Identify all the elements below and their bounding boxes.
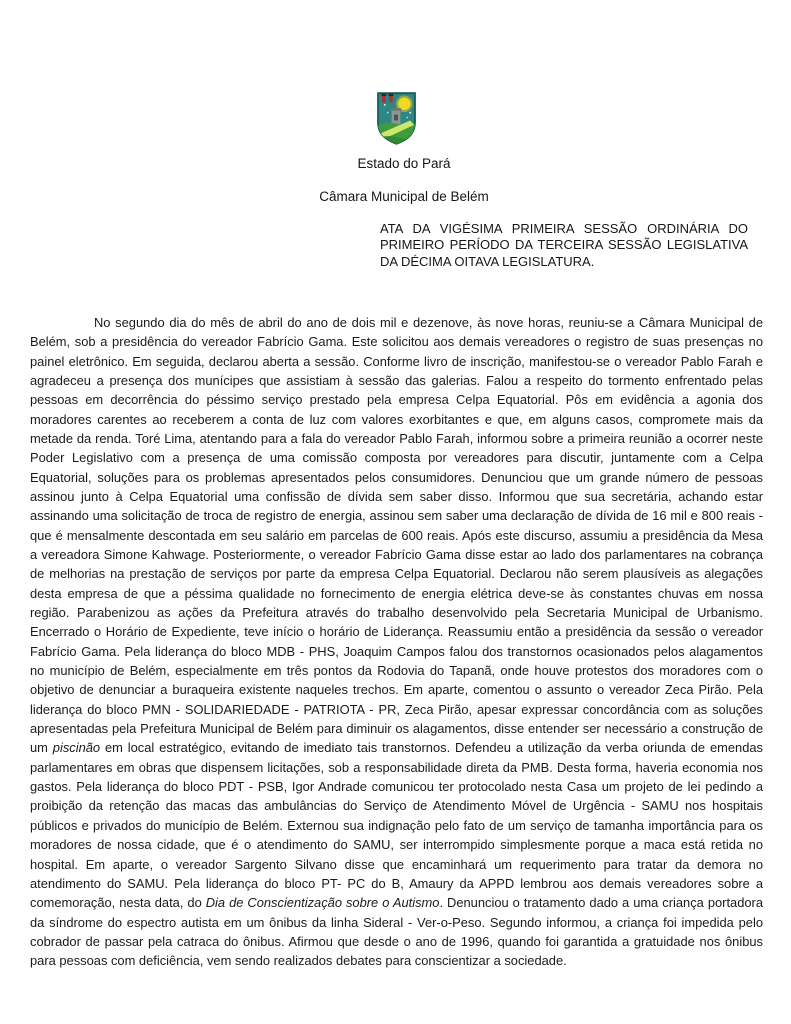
body-paragraph [30, 313, 763, 971]
body-text-segment: No segundo dia do mês de abril do ano de dois mil e dezenove, às nove horas, reuniu-se a Câmara Municipal de Belém, sob a presidência do vereador Fabrício Gama. Este solicitou aos demais vereadores o registro de suas presenças no painel eletrônico. Em seguida, declarou aberta a sessão. Conforme livro de inscrição, manifestou-se o vereador Pablo Farah e agradeceu a presença dos munícipes que assistiam à sessão das galerias. Falou a respeito do tormento enfrentado pelas pessoas em decorrência do péssimo serviço prestado pela empresa Celpa Equatorial. Pôs em evidência a agonia dos moradores carentes ao receberem a conta de luz com valores exorbitantes e que, em alguns casos, compromete mais da metade da renda. Toré Lima, atentando para a fala do vereador Pablo Farah, informou sobre a primeira reunião a ocorrer neste Poder Legislativo com a presença de uma comissão composta por vereadores para discutir, juntamente com a Celpa Equatorial, soluções para os problemas apresentados pelos consumidores. Denunciou que um grande número de pessoas assinou junto à Celpa Equatorial uma confissão de dívida sem saber disso. Informou que sua secretária, achando estar assinando uma solicitação de troca de registro de energia, assinou sem saber uma declaração de dívida de 16 mil e 800 reais - que é mensalmente descontada em seu salário em parcelas de 600 reais. Após este discurso, assumiu a presidência da Mesa a vereadora Simone Kahwage. Posteriormente, o vereador Fabrício Gama disse estar ao lado dos parlamentares na cobrança de melhorias na prestação de serviços por parte da empresa Celpa Equatorial. Declarou não serem plausíveis as alegações desta empresa de que a péssima qualidade no fornecimento de energia elétrica deve-se às constantes chuvas em nossa região. Parabenizou as ações da Prefeitura através do trabalho desenvolvido pela Secretaria Municipal de Urbanismo. Encerrado o Horário de Expediente, teve início o horário de Liderança. Reassumiu então a presidência da sessão o vereador Fabrício Gama. Pela liderança do bloco MDB - PHS, Joaquim Campos falou dos transtornos ocasionados pelos alagamentos no município de Belém, especialmente em três pontos da Rodovia do Tapanã, onde houve protestos dos moradores com o objetivo de denunciar a buraqueira existente naqueles trechos. Em aparte, comentou o assunto o vereador Zeca Pirão. Pela liderança do bloco PMN - SOLIDARIEDADE - PATRIOTA - PR, Zeca Pirão, apesar expressar concordância com as soluções apresentadas pela Prefeitura Municipal de Belém para diminuir os alagamentos, disse entender ser necessário a construção de um [30, 314, 763, 756]
session-heading: ATA DA VIGÉSIMA PRIMEIRA SESSÃO ORDINÁRIA DO PRIMEIRO PERÍODO DA TERCEIRA SESSÃO LEGISLATIVA DA DÉCIMA OITAVA LEGISLATURA. [380, 221, 748, 269]
belem-coat-of-arms-icon [375, 91, 418, 146]
body-text-segment: . Denunciou o tratamento dado a uma criança portadora da síndrome do espectro autista em um ônibus da linha Sideral - Ver-o-Peso. Segundo informou, a criança foi impedida pelo cobrador de passar pela catraca do ônibus. Afirmou que desde o ano de 1996, quando foi garantida a gratuidade nos ônibus para pessoas com deficiência, vem sendo realizados debates para conscientizar a sociedade. [30, 895, 763, 969]
body-text-segment: piscinão [52, 740, 101, 756]
body-text-segment: Dia de Conscientização sobre o Autismo [205, 895, 440, 911]
institution-title: Câmara Municipal de Belém [319, 189, 489, 204]
state-title: Estado do Pará [357, 156, 451, 171]
body-text-segment: em local estratégico, evitando de imediato tais transtornos. Defendeu a utilização da verba oriunda de emendas parlamentares em obras que dispensem licitações, sob a responsabilidade direta da PMB. Desta forma, haveria economia nos gastos. Pela liderança do bloco PDT - PSB, Igor Andrade comunicou ter protocolado nesta Casa um projeto de lei pedindo a proibição da retenção das macas das ambulâncias do Serviço de Atendimento Móvel de Urgência - SAMU nos hospitais públicos e privados do município de Belém. Externou sua indignação pelo fato de um serviço de tamanha importância para os moradores de nossa cidade, que é o atendimento do SAMU, ser interrompido simplesmente porque a maca está retida no hospital. Em aparte, o vereador Sargento Silvano disse que encaminhará um requerimento para tratar da demora no atendimento do SAMU. Pela liderança do bloco PT- PC do B, Amaury da APPD lembrou aos demais vereadores sobre a comemoração, nesta data, do [30, 740, 763, 911]
